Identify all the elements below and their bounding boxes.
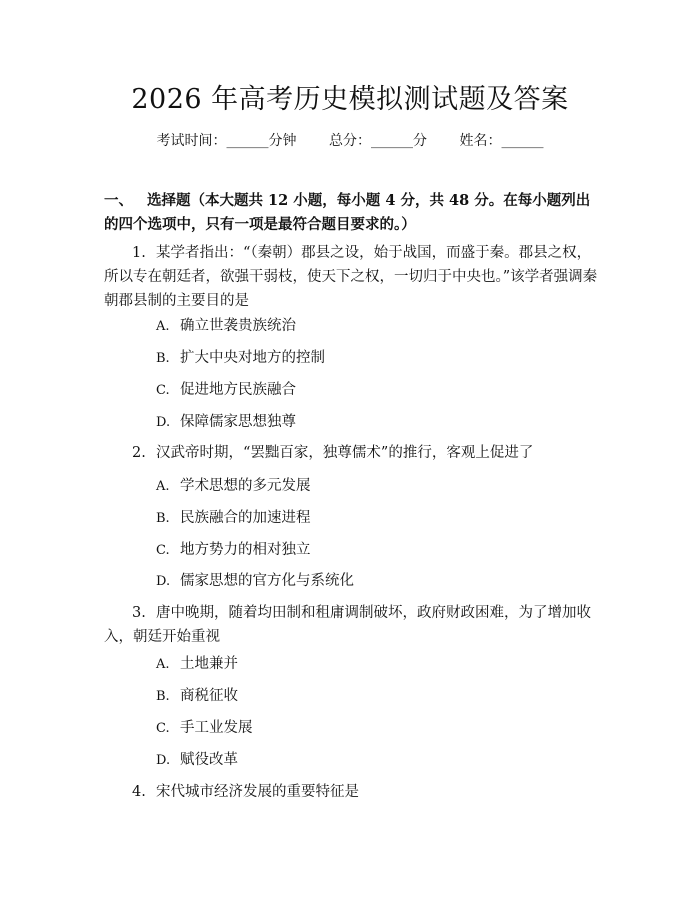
option-text: 保障儒家思想独尊 xyxy=(180,414,296,430)
option-letter: A. xyxy=(156,319,170,334)
option-text: 手工业发展 xyxy=(180,720,253,736)
question-number: 3. xyxy=(132,605,146,621)
option-letter: C. xyxy=(156,721,170,736)
question-text: 唐中晚期，随着均田制和租庸调制破坏，政府财政困难，为了增加收入，朝廷开始重视 xyxy=(104,605,591,645)
question-text: 某学者指出：“（秦朝）郡县之设，始于战国，而盛于秦。郡县之权，所以专在朝廷者，欲强干弱枝，使天下之权，一切归于中央也。”该学者强调秦朝郡县制的主要目的是 xyxy=(104,245,598,309)
option-letter: A. xyxy=(156,657,170,672)
option-letter: D. xyxy=(156,574,171,589)
question-text: 宋代城市经济发展的重要特征是 xyxy=(156,784,359,800)
question-2-option-b xyxy=(156,508,311,529)
section-instructions: 选择题（本大题共 12 小题，每小题 4 分，共 48 分。在每小题列出的四个选项中，只有一项是最符合题目要求的。） xyxy=(104,192,591,233)
section-heading xyxy=(104,189,604,237)
option-text: 儒家思想的官方化与系统化 xyxy=(180,573,354,589)
question-text: 汉武帝时期，“罢黜百家，独尊儒术”的推行，客观上促进了 xyxy=(156,445,534,461)
question-3 xyxy=(104,601,600,649)
option-text: 赋役改革 xyxy=(180,752,238,768)
option-text: 促进地方民族融合 xyxy=(180,382,296,398)
option-text: 扩大中央对地方的控制 xyxy=(180,350,325,366)
option-text: 确立世袭贵族统治 xyxy=(180,318,296,334)
question-number: 1. xyxy=(132,245,146,261)
option-text: 地方势力的相对独立 xyxy=(180,542,311,558)
option-letter: C. xyxy=(156,383,170,398)
option-letter: B. xyxy=(156,351,170,366)
question-3-option-b xyxy=(156,686,238,707)
question-2-option-a xyxy=(156,476,311,497)
total-score-field: 总分：______分 xyxy=(329,133,427,149)
question-3-option-d xyxy=(156,750,238,771)
exam-info-line xyxy=(0,131,700,151)
question-2-option-c xyxy=(156,540,311,561)
question-1-option-d xyxy=(156,412,296,433)
question-3-option-c xyxy=(156,718,253,739)
section-number: 一、 xyxy=(104,192,133,209)
page-title: 2026 年高考历史模拟测试题及答案 xyxy=(131,84,569,115)
question-1 xyxy=(104,241,600,313)
question-3-option-a xyxy=(156,654,238,675)
student-name-field: 姓名：______ xyxy=(459,133,544,149)
question-1-option-a xyxy=(156,316,296,337)
option-text: 土地兼并 xyxy=(180,656,238,672)
option-text: 民族融合的加速进程 xyxy=(180,510,311,526)
question-2 xyxy=(104,441,600,465)
option-letter: C. xyxy=(156,543,170,558)
question-number: 4. xyxy=(132,784,146,800)
question-1-option-b xyxy=(156,348,325,369)
question-4 xyxy=(104,780,600,804)
question-2-option-d xyxy=(156,571,354,592)
option-text: 商税征收 xyxy=(180,688,238,704)
option-letter: B. xyxy=(156,689,170,704)
option-letter: D. xyxy=(156,415,171,430)
option-letter: A. xyxy=(156,479,170,494)
option-letter: D. xyxy=(156,753,171,768)
option-letter: B. xyxy=(156,511,170,526)
option-text: 学术思想的多元发展 xyxy=(180,478,311,494)
question-1-option-c xyxy=(156,380,296,401)
exam-time-field: 考试时间：______分钟 xyxy=(156,133,297,149)
question-number: 2. xyxy=(132,445,146,461)
